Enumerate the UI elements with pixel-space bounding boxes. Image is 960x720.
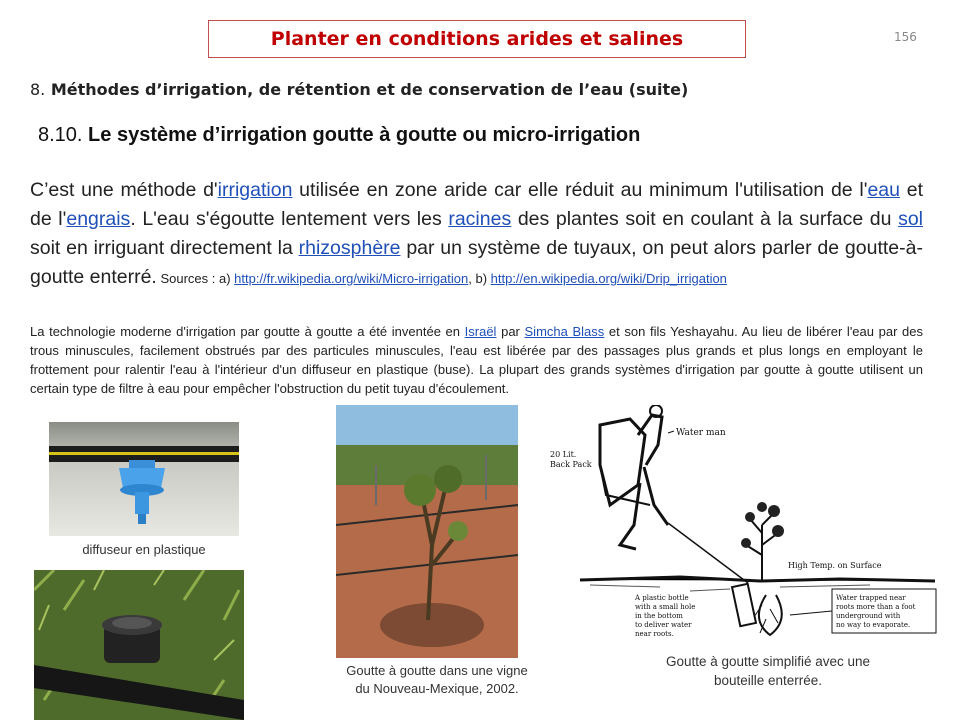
sketch-label: with a small hole [635,603,696,611]
link-rhizosphere[interactable]: rhizosphère [298,237,401,259]
history-paragraph [30,322,923,398]
sources-label: Sources : a) [156,271,235,286]
sketch-label: no way to evaporate. [836,621,911,629]
sketch-label: Back Pack [550,460,592,469]
sketch-label: Water man [676,428,726,438]
sketch-label: High Temp. on Surface [788,561,882,570]
history-text: et son fils Yeshayahu. Au lieu de libérer l'eau par des trous minuscules, facilement obstrués par des particules minuscules, l'eau est libérée par des passages plus grands et plus longs en employant le frottement pour ralentir l'eau à l'intérieur d'un diffuseur en plastique (buse). La plupart des grands systèmes d'irrigation par goutte à goutte utilisent un certain type de filtre à eau pour empêcher l'obstruction du petit tuyau d'écoulement. [30,324,924,396]
link-israel[interactable]: Israël [464,324,497,339]
section-number: 8. [30,80,46,99]
main-paragraph [30,176,923,293]
history-text: par [496,324,525,339]
bottle-caption-line: bouteille enterrée. [713,673,823,688]
bottle-caption-line: Goutte à goutte simplifié avec une [665,654,871,669]
source-link-a[interactable]: http://fr.wikipedia.org/wiki/Micro-irrigation [234,271,469,286]
bottle-caption [618,652,918,690]
paragraph-text: par un système de tuyaux, on peut alors parler de goutte-à-goutte enterré. [30,237,923,288]
history-text: La technologie moderne d'irrigation par goutte à goutte a été inventée en [30,324,465,339]
sketch-label: Water trapped near [836,594,906,602]
sketch-label: underground with [836,612,901,620]
vineyard-caption-line: Goutte à goutte dans une vigne [346,663,528,678]
bottle-sketch [540,405,940,650]
slide-title-box [208,20,746,58]
vineyard-photo [336,405,518,658]
paragraph-text: soit en irriguant directement la [30,237,299,259]
sketch-label: roots more than a foot [836,603,916,611]
link-eau[interactable]: eau [867,179,900,201]
sources-separator: , b) [468,271,491,286]
subsection-heading [38,124,640,147]
source-link-b[interactable]: http://en.wikipedia.org/wiki/Drip_irrigation [490,271,727,286]
sketch-label: 20 Lit. [550,450,577,459]
link-irrigation[interactable]: irrigation [217,179,293,201]
link-racines[interactable]: racines [448,208,512,230]
paragraph-text: . L'eau s'égoutte lentement vers les [130,208,449,230]
paragraph-text: utilisée en zone aride car elle réduit au minimum l'utilisation de l' [292,179,868,201]
link-engrais[interactable]: engrais [66,208,131,230]
sketch-label: in the bottom [635,612,683,620]
link-simcha-blass[interactable]: Simcha Blass [524,324,605,339]
subsection-title: Le système d’irrigation goutte à goutte ou micro-irrigation [88,124,641,146]
sprinkler-photo [34,570,244,720]
subsection-number: 8.10. [38,124,83,146]
paragraph-text: et de l' [30,179,924,230]
sketch-label: to deliver water [635,621,692,629]
page-number: 156 [894,30,917,44]
sketch-label: near roots. [635,630,674,638]
diffuser-caption: diffuseur en plastique [82,542,206,557]
section-heading [30,80,688,99]
link-sol[interactable]: sol [898,208,923,230]
paragraph-text: des plantes soit en coulant à la surface du [511,208,899,230]
paragraph-text: C’est une méthode d' [30,179,218,201]
sketch-label: A plastic bottle [635,594,689,602]
slide-title: Planter en conditions arides et salines [270,28,684,50]
section-title: Méthodes d’irrigation, de rétention et de conservation de l’eau (suite) [50,80,689,99]
diffuser-photo [49,422,239,536]
vineyard-caption [312,662,562,698]
vineyard-caption-line: du Nouveau-Mexique, 2002. [355,681,519,696]
